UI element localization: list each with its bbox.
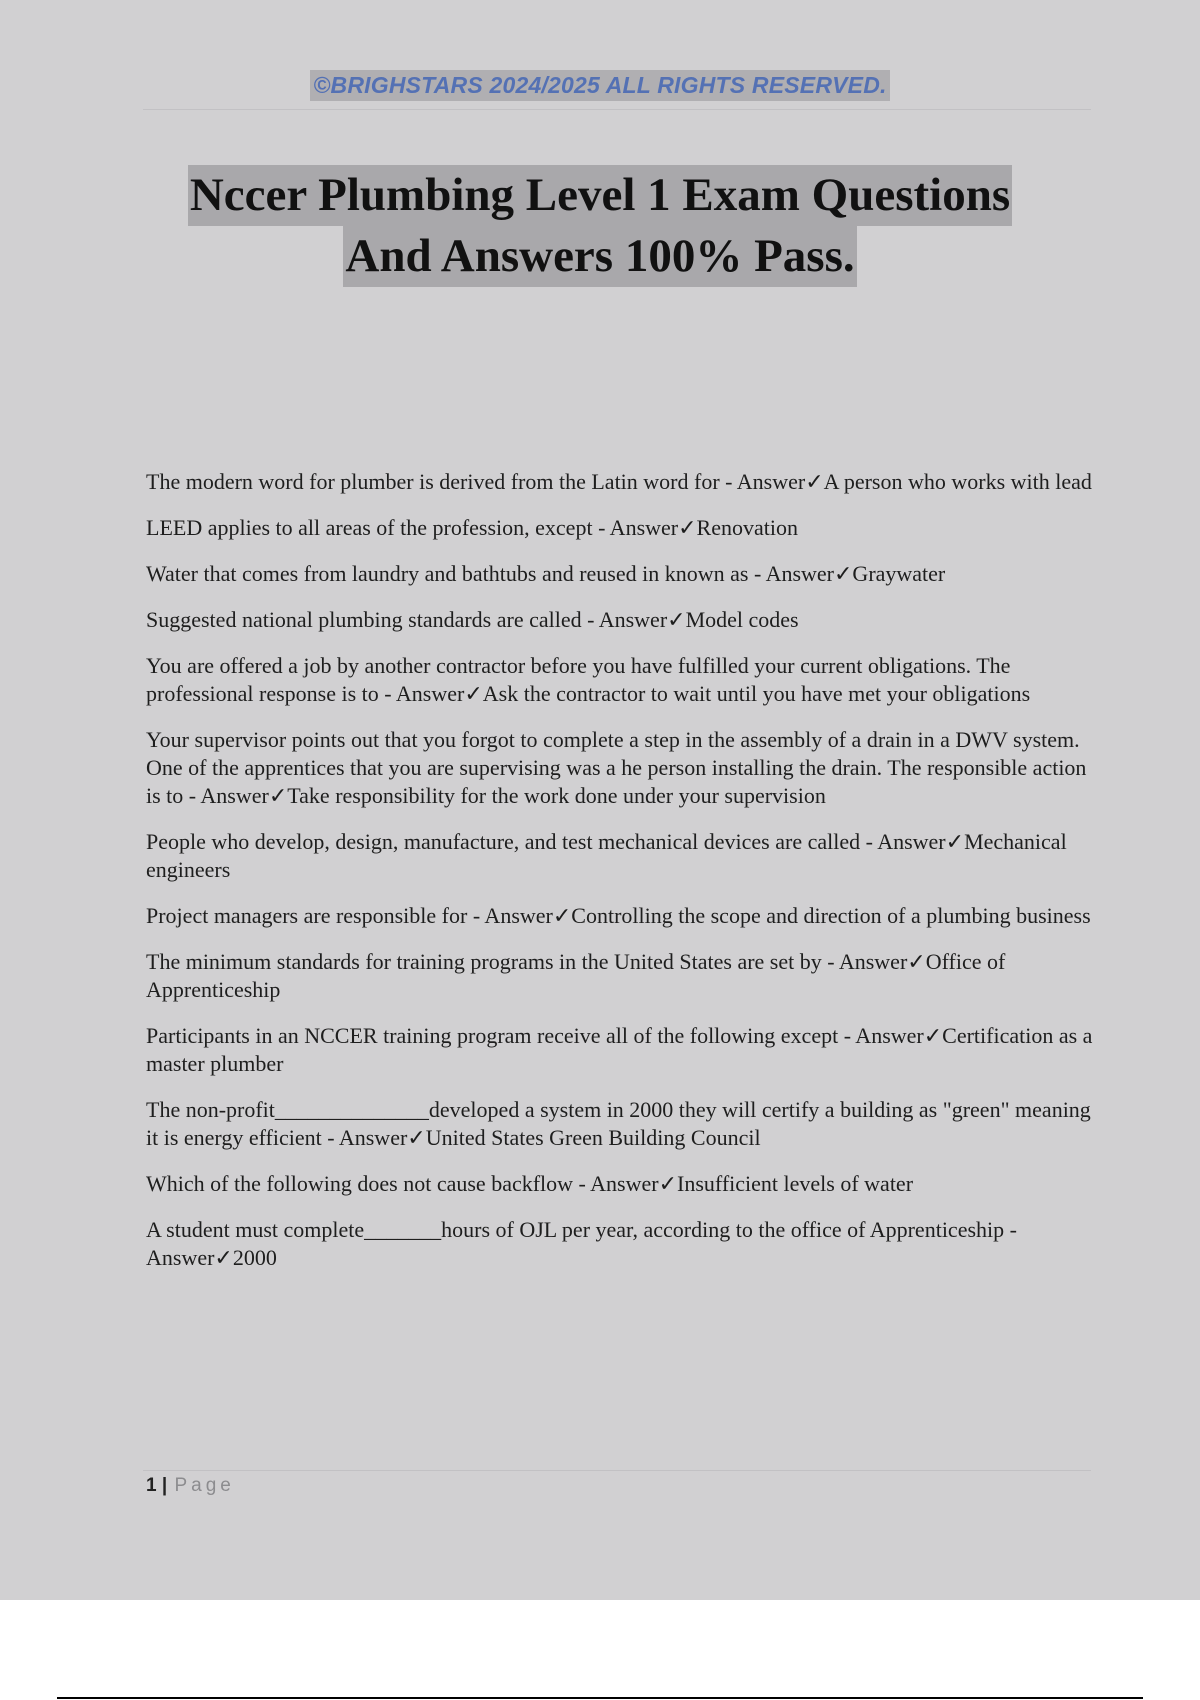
qa-item: A student must complete_______hours of OJL per year, according to the office of Apprenticeship - Answer✓2000	[146, 1217, 1017, 1270]
qa-item: The non-profit______________developed a system in 2000 they will certify a building as "green" meaning it is energy efficient - Answer✓United States Green Building Council	[146, 1097, 1091, 1150]
page-header	[0, 70, 1200, 101]
page-label: Page	[174, 1475, 235, 1496]
qa-item: People who develop, design, manufacture, and test mechanical devices are called - Answer✓Mechanical engineers	[146, 829, 1067, 882]
qa-item: Which of the following does not cause backflow - Answer✓Insufficient levels of water	[146, 1171, 914, 1196]
qa-item: Participants in an NCCER training program receive all of the following except - Answer✓Certification as a master plumber	[146, 1023, 1093, 1076]
title-line-2: And Answers 100% Pass.	[343, 226, 856, 287]
qa-item: LEED applies to all areas of the profession, except - Answer✓Renovation	[146, 515, 798, 540]
qa-item: Suggested national plumbing standards are called - Answer✓Model codes	[146, 607, 799, 632]
qa-list	[146, 468, 1096, 1290]
title-line-1: Nccer Plumbing Level 1 Exam Questions	[188, 165, 1012, 226]
qa-item: The minimum standards for training programs in the United States are set by - Answer✓Office of Apprenticeship	[146, 949, 1006, 1002]
document-title	[100, 165, 1100, 287]
qa-item: Your supervisor points out that you forgot to complete a step in the assembly of a drain in a DWV system. One of the apprentices that you are supervising was a he person installing the drain. The responsible action is to - Answer✓Take responsibility for the work done under your supervision	[146, 727, 1087, 808]
page-number: 1 |	[146, 1475, 168, 1496]
qa-item: You are offered a job by another contractor before you have fulfilled your current obligations. The professional response is to - Answer✓Ask the contractor to wait until you have met your obligations	[146, 653, 1031, 706]
footer-divider	[143, 1470, 1091, 1471]
bottom-divider	[57, 1697, 1143, 1699]
header-divider	[143, 109, 1091, 110]
qa-item: The modern word for plumber is derived from the Latin word for - Answer✓A person who works with lead	[146, 469, 1092, 494]
qa-item: Project managers are responsible for - Answer✓Controlling the scope and direction of a plumbing business	[146, 903, 1091, 928]
page-footer	[146, 1475, 235, 1497]
qa-item: Water that comes from laundry and bathtubs and reused in known as - Answer✓Graywater	[146, 561, 946, 586]
copyright-notice: ©BRIGHSTARS 2024/2025 ALL RIGHTS RESERVED.	[310, 70, 889, 101]
